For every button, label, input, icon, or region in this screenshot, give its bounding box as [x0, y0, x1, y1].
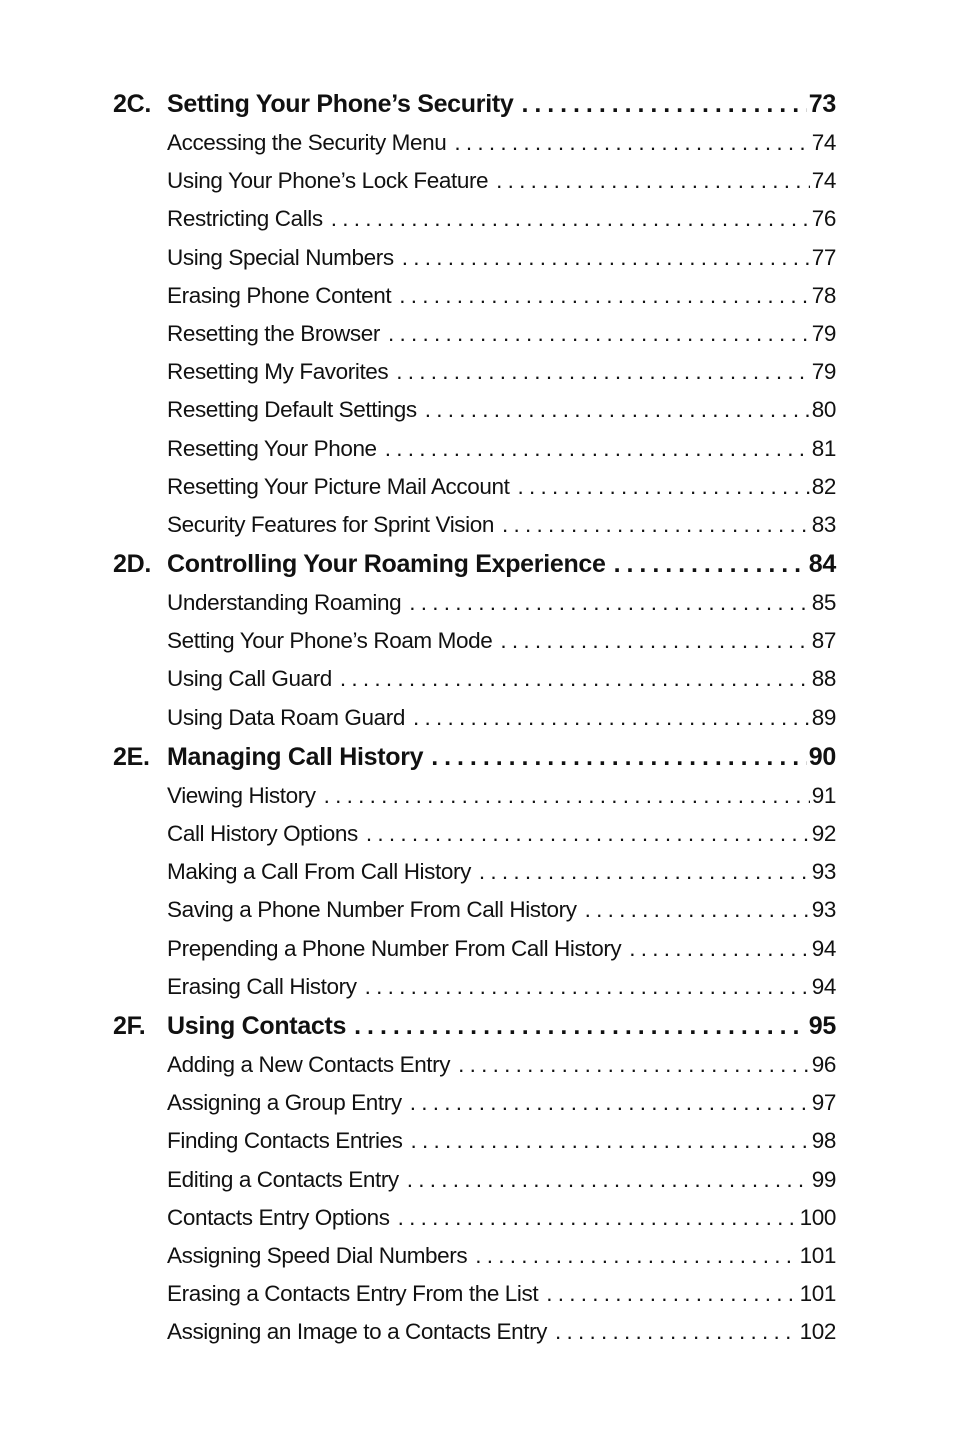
entry-page-number: 85 — [811, 590, 836, 616]
entry-title: Contacts Entry Options — [167, 1204, 390, 1230]
entry-page-number: 101 — [799, 1281, 836, 1307]
dot-leader — [614, 544, 807, 584]
section-number: 2D. — [113, 550, 152, 579]
entry-page-number: 94 — [811, 973, 836, 999]
toc-entry[interactable] — [0, 353, 954, 391]
dot-leader — [407, 1161, 810, 1199]
dot-leader — [546, 1275, 797, 1313]
entry-title: Resetting Your Phone — [167, 435, 377, 461]
entry-title: Erasing a Contacts Entry From the List — [167, 1281, 539, 1307]
entry-page-number: 102 — [799, 1319, 836, 1345]
dot-leader — [409, 584, 810, 622]
entry-page-number: 80 — [811, 397, 836, 423]
dot-leader — [365, 968, 810, 1006]
toc-section-heading[interactable] — [0, 84, 954, 124]
dot-leader — [458, 1046, 810, 1084]
entry-title: Using Data Roam Guard — [167, 704, 405, 730]
section-title: Setting Your Phone’s Security — [167, 90, 514, 118]
toc-entry[interactable] — [0, 660, 954, 698]
entry-title: Using Special Numbers — [167, 244, 394, 270]
section-page-number: 95 — [808, 1011, 836, 1040]
dot-leader — [496, 162, 810, 200]
toc-entry[interactable] — [0, 777, 954, 815]
entry-title: Accessing the Security Menu — [167, 130, 447, 155]
entry-page-number: 74 — [811, 168, 836, 194]
toc-entry[interactable] — [0, 891, 954, 929]
dot-leader — [402, 239, 810, 277]
section-page-number: 90 — [808, 742, 836, 771]
toc-entry[interactable] — [0, 853, 954, 891]
dot-leader — [629, 930, 810, 968]
toc-section — [0, 544, 954, 737]
entry-title: Resetting the Browser — [167, 320, 380, 346]
entry-page-number: 100 — [799, 1204, 836, 1230]
dot-leader — [396, 353, 809, 391]
toc-entry[interactable] — [0, 815, 954, 853]
entry-title: Erasing Phone Content — [167, 282, 392, 308]
entry-title: Using Your Phone’s Lock Feature — [167, 168, 489, 194]
dot-leader — [555, 1313, 798, 1351]
entry-title: Prepending a Phone Number From Call History — [167, 935, 622, 961]
entry-page-number: 92 — [811, 821, 836, 846]
toc-entry[interactable] — [0, 200, 954, 238]
toc-section-heading[interactable] — [0, 544, 954, 584]
toc-section-heading[interactable] — [0, 737, 954, 777]
dot-leader — [399, 277, 810, 315]
dot-leader — [388, 315, 810, 353]
entry-page-number: 79 — [811, 320, 836, 346]
section-title: Controlling Your Roaming Experience — [167, 550, 606, 579]
section-page-number: 84 — [808, 550, 836, 579]
table-of-contents — [0, 84, 954, 1351]
entry-page-number: 76 — [811, 206, 836, 232]
toc-section-heading[interactable] — [0, 1006, 954, 1046]
toc-entry[interactable] — [0, 699, 954, 737]
entry-title: Resetting Your Picture Mail Account — [167, 473, 510, 499]
toc-entry[interactable] — [0, 277, 954, 315]
toc-entry[interactable] — [0, 968, 954, 1006]
entry-page-number: 83 — [811, 511, 836, 537]
toc-entry[interactable] — [0, 1084, 954, 1122]
entry-page-number: 94 — [811, 935, 836, 961]
entry-title: Assigning Speed Dial Numbers — [167, 1242, 468, 1268]
entry-title: Assigning a Group Entry — [167, 1090, 402, 1116]
entry-title: Resetting Default Settings — [167, 397, 417, 423]
dot-leader — [354, 1006, 807, 1046]
section-page-number: 73 — [808, 90, 836, 118]
toc-entry[interactable] — [0, 506, 954, 544]
dot-leader — [585, 891, 810, 929]
entry-title: Adding a New Contacts Entry — [167, 1051, 451, 1077]
entry-title: Setting Your Phone’s Roam Mode — [167, 628, 493, 654]
entry-page-number: 96 — [811, 1051, 836, 1077]
dot-leader — [324, 777, 810, 815]
entry-page-number: 89 — [811, 704, 836, 730]
toc-entry[interactable] — [0, 124, 954, 162]
toc-section — [0, 84, 954, 544]
entry-page-number: 91 — [811, 782, 836, 808]
section-title: Using Contacts — [167, 1011, 347, 1040]
dot-leader — [385, 430, 810, 468]
entry-page-number: 79 — [811, 359, 836, 385]
entry-page-number: 77 — [811, 244, 836, 270]
toc-entry[interactable] — [0, 315, 954, 353]
entry-title: Using Call Guard — [167, 666, 332, 692]
entry-title: Assigning an Image to a Contacts Entry — [167, 1319, 548, 1345]
entry-title: Making a Call From Call History — [167, 859, 471, 885]
entry-title: Editing a Contacts Entry — [167, 1166, 399, 1192]
dot-leader — [479, 853, 810, 891]
entry-title: Security Features for Sprint Vision — [167, 511, 494, 537]
entry-page-number: 99 — [811, 1166, 836, 1192]
dot-leader — [340, 660, 810, 698]
entry-page-number: 88 — [811, 666, 836, 692]
entry-page-number: 97 — [811, 1090, 836, 1116]
toc-section — [0, 1006, 954, 1352]
entry-title: Saving a Phone Number From Call History — [167, 897, 577, 923]
entry-page-number: 87 — [811, 628, 836, 654]
toc-entry[interactable] — [0, 930, 954, 968]
entry-title: Viewing History — [167, 782, 316, 808]
toc-entry[interactable] — [0, 162, 954, 200]
toc-entry[interactable] — [0, 468, 954, 506]
dot-leader — [517, 468, 809, 506]
entry-page-number: 78 — [811, 282, 836, 308]
toc-entry[interactable] — [0, 1161, 954, 1199]
entry-page-number: 82 — [811, 473, 836, 499]
dot-leader — [331, 200, 810, 238]
entry-title: Call History Options — [167, 821, 358, 846]
toc-section — [0, 737, 954, 1006]
entry-title: Understanding Roaming — [167, 590, 402, 616]
toc-entry[interactable] — [0, 1275, 954, 1313]
toc-entry[interactable] — [0, 622, 954, 660]
dot-leader — [431, 737, 807, 777]
entry-page-number: 93 — [811, 859, 836, 885]
entry-title: Finding Contacts Entries — [167, 1128, 403, 1154]
toc-entry[interactable] — [0, 239, 954, 277]
dot-leader — [475, 1237, 797, 1275]
dot-leader — [454, 124, 809, 162]
dot-leader — [411, 1122, 810, 1160]
entry-title: Resetting My Favorites — [167, 359, 389, 385]
dot-leader — [413, 699, 810, 737]
entry-page-number: 81 — [811, 435, 836, 461]
section-number: 2C. — [113, 90, 152, 118]
entry-page-number: 101 — [799, 1242, 836, 1268]
entry-title: Erasing Call History — [167, 973, 357, 999]
section-title: Managing Call History — [167, 742, 424, 771]
toc-entry[interactable] — [0, 584, 954, 622]
toc-entry[interactable] — [0, 391, 954, 429]
section-number: 2E. — [113, 742, 150, 771]
dot-leader — [521, 84, 806, 124]
dot-leader — [366, 815, 810, 853]
dot-leader — [425, 391, 810, 429]
dot-leader — [500, 622, 809, 660]
entry-title: Restricting Calls — [167, 206, 323, 232]
toc-entry[interactable] — [0, 1122, 954, 1160]
toc-entry[interactable] — [0, 1313, 954, 1351]
toc-entry[interactable] — [0, 1046, 954, 1084]
dot-leader — [410, 1084, 810, 1122]
dot-leader — [398, 1199, 798, 1237]
entry-page-number: 74 — [811, 130, 836, 155]
entry-page-number: 93 — [811, 897, 836, 923]
section-number: 2F. — [113, 1011, 146, 1040]
entry-page-number: 98 — [811, 1128, 836, 1154]
dot-leader — [502, 506, 810, 544]
toc-entry[interactable] — [0, 1199, 954, 1237]
toc-entry[interactable] — [0, 1237, 954, 1275]
toc-entry[interactable] — [0, 430, 954, 468]
